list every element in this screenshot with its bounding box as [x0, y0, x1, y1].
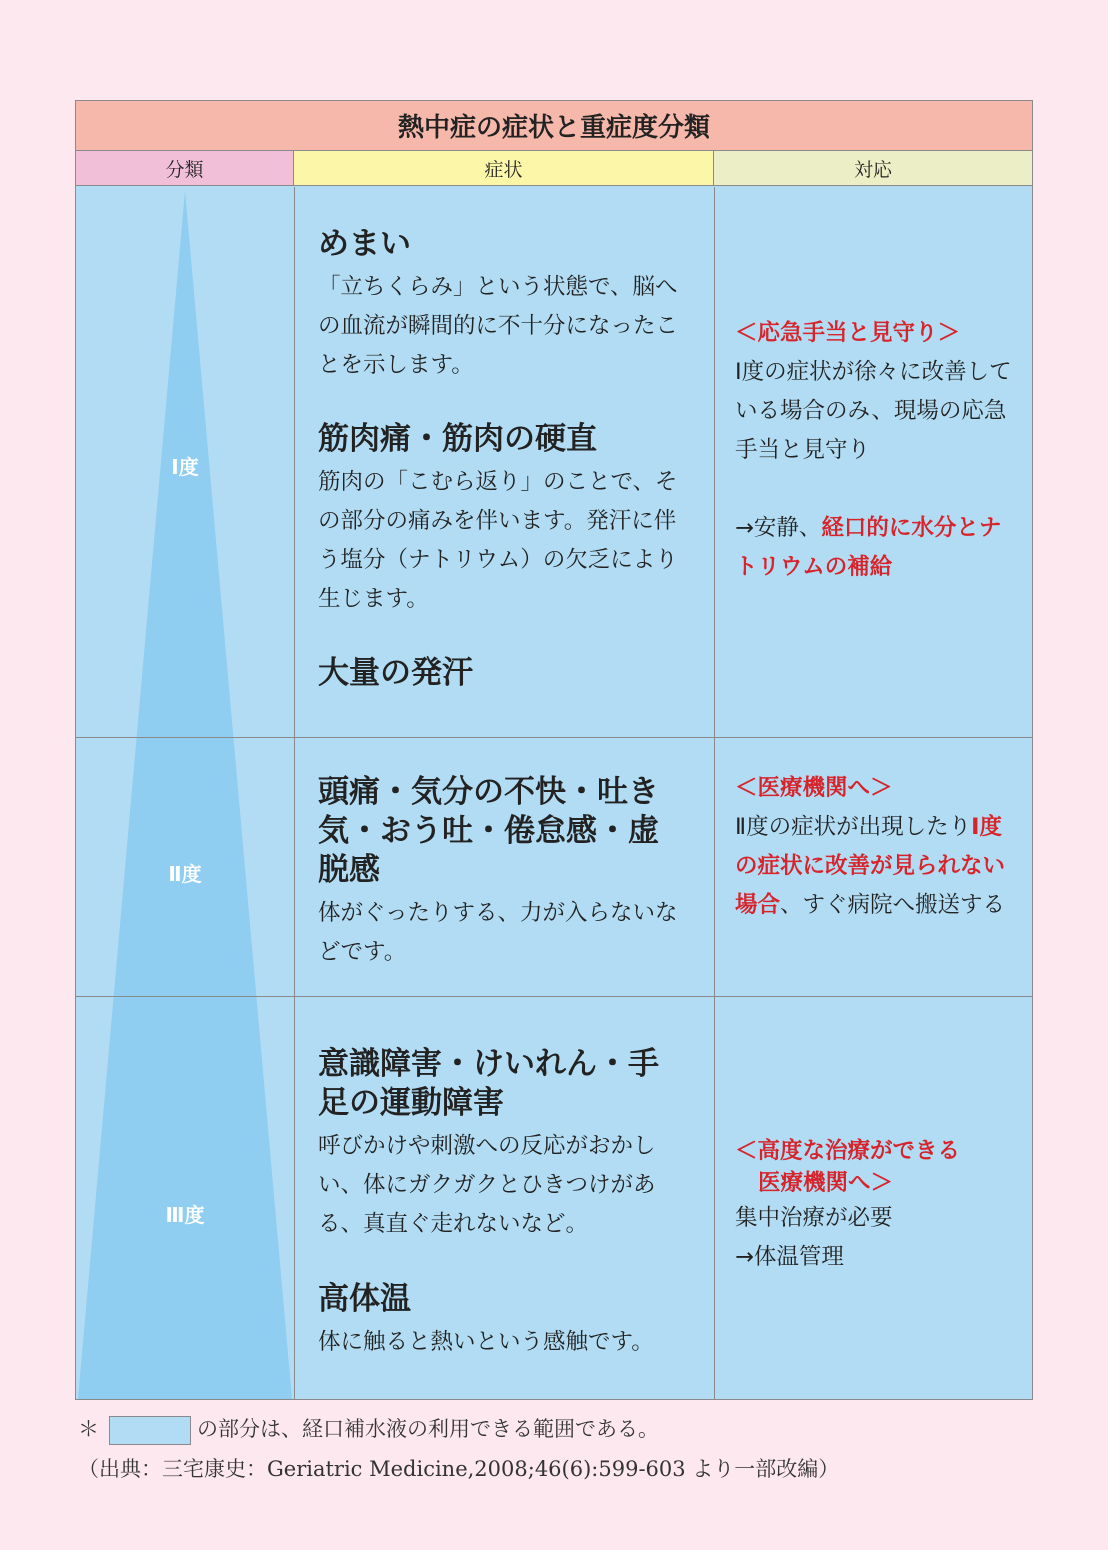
header-classification: 分類 — [76, 151, 294, 186]
response-heading: ＜医療機関へ＞ — [735, 775, 893, 801]
symptom-heading: 頭痛・気分の不快・吐き気・おう吐・倦怠感・虚脱感 — [318, 774, 659, 888]
grade-label-2: Ⅱ度 — [168, 862, 202, 886]
response-heading: ＜応急手当と見守り＞ — [735, 320, 961, 346]
heatstroke-table — [75, 100, 1033, 1400]
footnote-text: の部分は、経口補水液の利用できる範囲である。 — [197, 1417, 659, 1441]
row-divider — [76, 737, 1032, 738]
symptom-block — [318, 1280, 688, 1362]
response-text: →体温管理 — [735, 1244, 844, 1270]
response-block — [735, 769, 1020, 925]
symptom-block — [318, 1045, 688, 1244]
column-divider — [294, 187, 295, 1399]
footnote-star: ＊ — [78, 1417, 99, 1441]
grade-label-3: Ⅲ度 — [165, 1203, 205, 1227]
header-symptoms: 症状 — [294, 151, 714, 186]
response-emphasis: 経口的に水分とナトリウムの補給 — [735, 515, 1002, 580]
response-text: 集中治療が必要 — [735, 1205, 893, 1231]
response-action — [735, 509, 1020, 587]
symptom-block — [318, 420, 688, 619]
column-divider — [714, 187, 715, 1399]
symptom-heading: 高体温 — [318, 1281, 411, 1317]
row-divider — [76, 996, 1032, 997]
source-citation: （出典：三宅康史：Geriatric Medicine,2008;46(6):599-603 より一部改編） — [78, 1457, 840, 1481]
symptom-text: 呼びかけや刺激への反応がおかしい、体にガクガクとひきつけがある、真直ぐ走れないなど。 — [318, 1133, 656, 1237]
symptom-text: 体に触ると熱いという感触です。 — [318, 1329, 654, 1355]
response-text: Ⅰ度の症状が徐々に改善している場合のみ、現場の応急手当と見守り — [735, 359, 1012, 463]
response-arrow: →安静、 — [735, 515, 822, 541]
symptom-heading: 筋肉痛・筋肉の硬直 — [318, 421, 597, 457]
symptom-block — [318, 773, 688, 972]
response-text — [735, 808, 1020, 925]
symptom-heading: めまい — [318, 226, 411, 262]
response-emphasis: Ⅰ度の症状に改善が見られない場合 — [735, 814, 1006, 918]
table-title: 熱中症の症状と重症度分類 — [76, 101, 1032, 151]
symptom-heading: 大量の発汗 — [318, 655, 473, 691]
response-heading: ＜高度な治療ができる — [735, 1138, 961, 1164]
symptom-heading: 意識障害・けいれん・手足の運動障害 — [318, 1046, 659, 1121]
footnote — [78, 1413, 659, 1445]
color-swatch — [109, 1416, 191, 1445]
symptom-block — [318, 654, 688, 693]
symptom-block — [318, 225, 688, 385]
symptom-text: 「立ちくらみ」という状態で、脳への血流が瞬間的に不十分になったことを示します。 — [318, 274, 679, 378]
symptom-text: 筋肉の「こむら返り」のことで、その部分の痛みを伴います。発汗に伴う塩分（ナトリウム）の欠乏により生じます。 — [318, 469, 678, 612]
response-text-part: Ⅱ度の症状が出現したり — [735, 814, 972, 840]
response-block — [735, 1135, 1020, 1277]
header-response: 対応 — [714, 151, 1032, 186]
response-text-part: 、すぐ病院へ搬送する — [780, 892, 1006, 918]
response-heading: 医療機関へ＞ — [758, 1170, 894, 1196]
grade-label-1: Ⅰ度 — [171, 455, 199, 479]
symptom-text: 体がぐったりする、力が入らないなどです。 — [318, 900, 678, 965]
response-block — [735, 314, 1020, 587]
